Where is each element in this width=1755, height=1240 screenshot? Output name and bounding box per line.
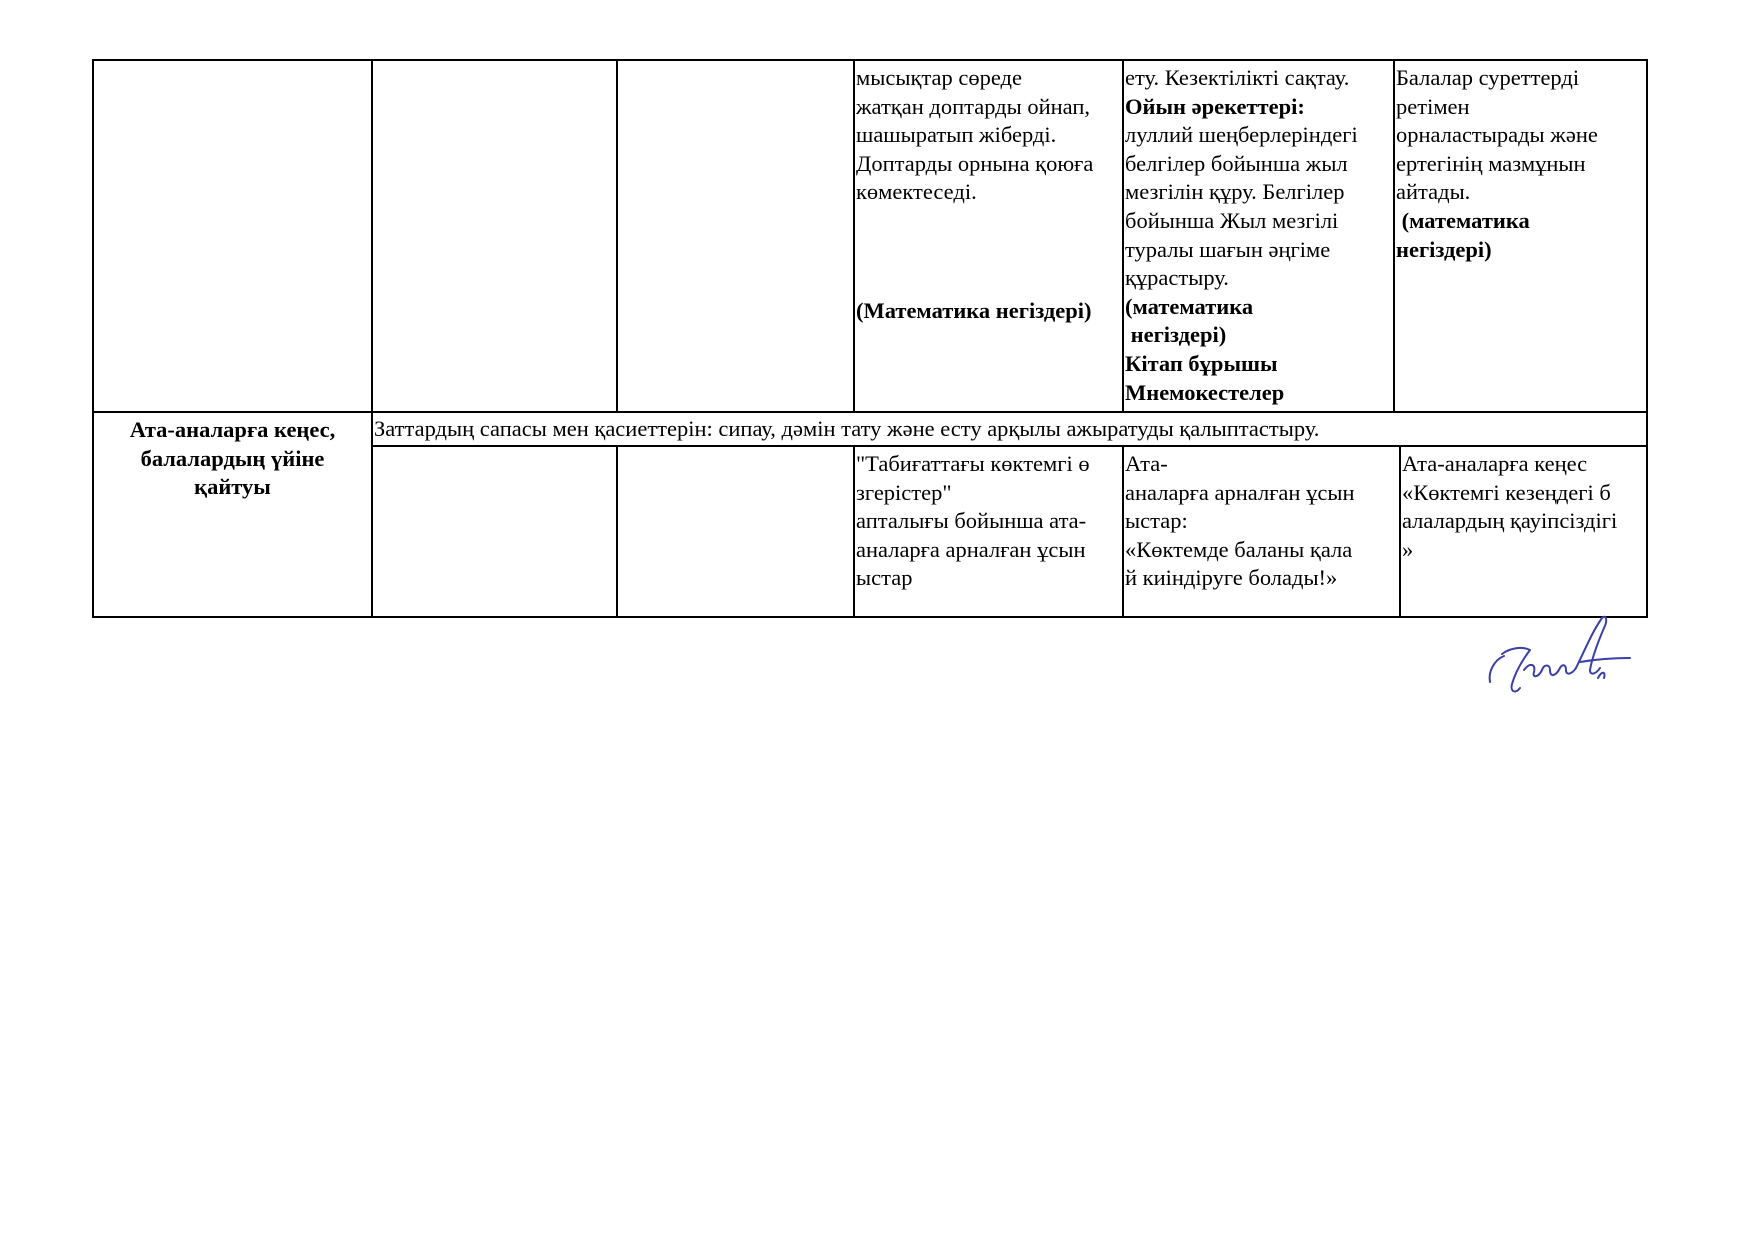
row2-col6-cell (1402, 450, 1646, 564)
row2-label-line: қайтуы (194, 474, 271, 500)
row2-col4-line: ыстар (856, 565, 913, 591)
row1-col6-subject: (математика (1396, 207, 1530, 233)
row1-col6-line: айтады. (1396, 179, 1471, 205)
row1-col6-line: Балалар суреттерді (1396, 65, 1580, 90)
row1-col5-subject: (математика (1125, 293, 1254, 319)
row1-col5-intro: ету. Кезектілікті сақтау. (1125, 65, 1350, 90)
row1-col5-line: белгілер бойынша жыл (1125, 150, 1348, 176)
row2-col6-line: алалардың қауіпсіздігі (1402, 508, 1618, 534)
row1-col5-line: құрастыру. (1125, 265, 1229, 291)
row2-col5-line: «Көктемде баланы қала (1125, 536, 1353, 562)
row1-col4-cell (856, 64, 1121, 207)
row1-col6-line: ретімен (1396, 93, 1470, 119)
row2-col6-line: » (1402, 536, 1414, 562)
row2-col5-line: Ата- (1125, 451, 1168, 476)
row1-col4-line: көмектеседі. (856, 179, 977, 205)
row1-col6-line: орналастырады және (1396, 122, 1598, 148)
row2-label-cell (95, 416, 370, 502)
row2-col6-line: Ата-аналарға кеңес (1402, 451, 1588, 476)
row2-col5-line: ыстар: (1125, 508, 1188, 534)
row1-col4-line: шашыратып жіберді. (856, 122, 1057, 148)
row2-col4-line: "Табиғаттағы көктемгі ө (856, 451, 1090, 476)
row2-col5-line: аналарға арналған ұсын (1125, 479, 1355, 505)
row2-col4-line: згерістер" (856, 479, 952, 505)
row2-col4-cell (856, 450, 1121, 593)
row1-col5-corner: Кітап бұрышы (1125, 350, 1278, 376)
row1-col4-line: мысықтар сөреде (856, 65, 1022, 90)
row2-col4-line: аналарға арналған ұсын (856, 536, 1086, 562)
row2-col5-line: й киіндіруге болады!» (1125, 565, 1338, 591)
row2-label-line: балалардың үйіне (140, 445, 325, 471)
row1-col5-corner: Мнемокестелер (1125, 379, 1285, 405)
row1-col5-line: бойынша Жыл мезгілі (1125, 207, 1339, 233)
row1-col6-line: ертегінің мазмұнын (1396, 150, 1586, 176)
row1-col5-subject: негіздері) (1125, 322, 1227, 348)
handwritten-signature-icon (1480, 612, 1640, 712)
row1-col5-heading: Ойын әрекеттері: (1125, 93, 1305, 119)
row2-col6-line: «Көктемгі кезеңдегі б (1402, 479, 1611, 505)
row1-col6-cell (1396, 64, 1646, 264)
row1-col5-line: туралы шағын әңгіме (1125, 236, 1331, 262)
row1-col4-subject: (Математика негіздері) (856, 298, 1092, 323)
row1-col6-subject: негіздері) (1396, 236, 1492, 262)
row2-label-line: Ата-аналарға кеңес, (129, 417, 336, 442)
row1-col5-line: луллий шеңберлеріндегі (1125, 122, 1358, 148)
row1-col5-cell (1125, 64, 1393, 407)
row2-merged-text: Заттардың сапасы мен қасиеттерін: сипау, дәмін тату және есту арқылы ажыратуды қалыптастыру. (374, 416, 1320, 441)
row2-col5-cell (1125, 450, 1397, 593)
row1-col4-line: жатқан доптарды ойнап, (856, 93, 1091, 119)
row1-col4-line: Доптарды орнына қоюға (856, 150, 1094, 176)
row1-col5-line: мезгілін құру. Белгілер (1125, 179, 1345, 205)
row2-col4-line: апталығы бойынша ата- (856, 508, 1087, 534)
